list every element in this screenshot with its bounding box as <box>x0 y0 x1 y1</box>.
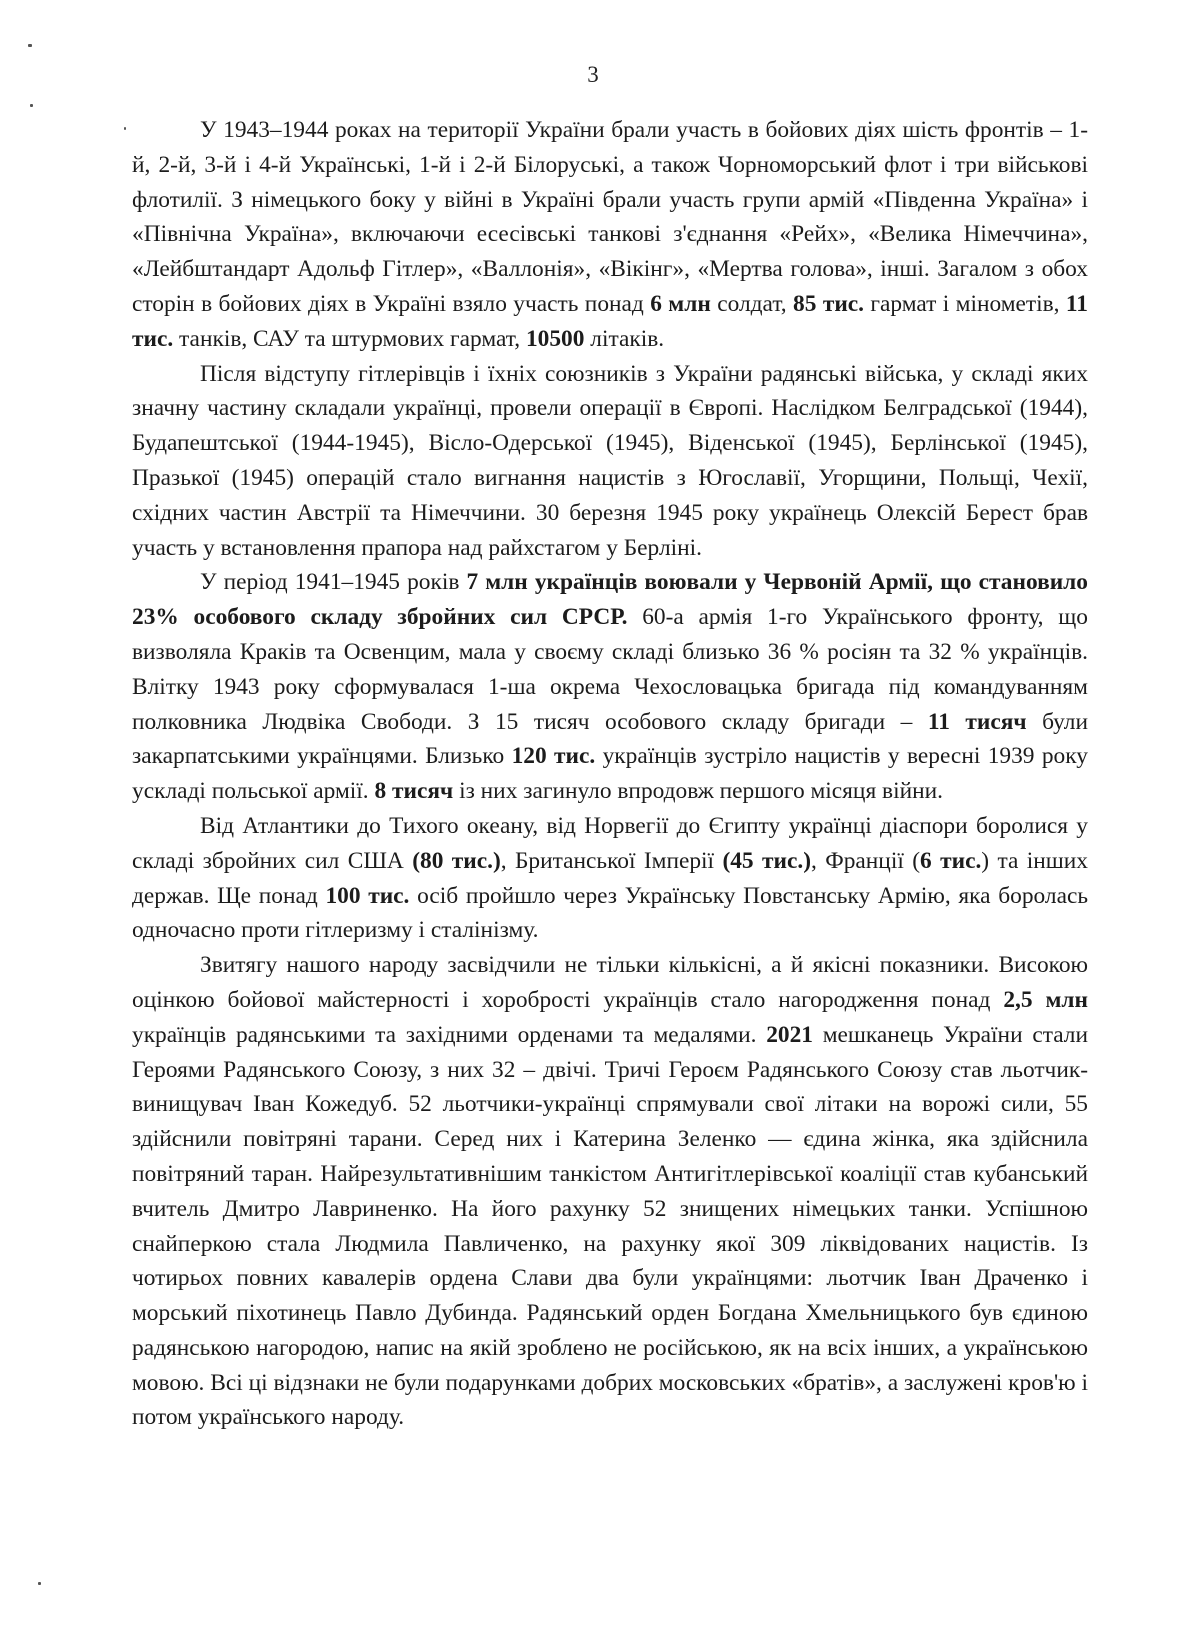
scan-speck <box>38 1582 41 1585</box>
text-run: , Британської Імперії <box>500 847 723 874</box>
scan-speck <box>124 127 126 130</box>
scan-speck <box>30 104 33 107</box>
text-run: У період 1941–1945 років <box>200 569 467 596</box>
bold-text: 2,5 млн <box>1003 986 1088 1013</box>
text-run: танків, САУ та штурмових гармат, <box>173 325 526 352</box>
text-run: солдат, <box>710 290 794 317</box>
bold-text: 11 тисяч <box>927 708 1027 735</box>
text-run: із них загинуло впродовж першого місяця війни. <box>453 778 943 805</box>
bold-text: 120 тис. <box>511 743 596 770</box>
bold-text: (80 тис.) <box>412 847 501 874</box>
paragraph <box>132 357 1088 566</box>
text-run: гармат і мінометів, <box>864 290 1066 317</box>
bold-text: 6 тис. <box>920 847 982 874</box>
paragraph <box>132 809 1088 948</box>
bold-text: 8 тисяч <box>374 778 454 805</box>
bold-text: 2021 <box>766 1021 813 1048</box>
text-run: були закарпатськими українцями. Близько <box>132 708 1088 770</box>
page-number: 3 <box>587 62 599 87</box>
text-run: , Франції ( <box>811 847 921 874</box>
text-run: мешканець України стали Героями Радянського Союзу, з них 32 – двічі. Тричі Героєм Радянського Союзу став льотчик-винищувач Іван Кожедуб. 52 льотчики-українці спрямували свої літаки на ворожі сили, 55 здійснили повітряні тарани. Серед них і Катерина Зеленко — єдина жінка, яка здійснила повітряний таран. Найрезультативнішим танкістом Антигітлерівської коаліції став кубанський вчитель Дмитро Лавриненко. На його рахунку 52 знищених німецьких танки. Успішною снайперкою стала Людмила Павличенко, на рахунку якої 309 ліквідованих нацистів. Із чотирьох повних кавалерів ордена Слави два були українцями: льотчик Іван Драченко і морський піхотинець Павло Дубинда. Радянський орден Богдана Хмельницького був єдиною радянською нагородою, напис на якій зроблено не російською, як на всіх інших, а українською мовою. Всі ці відзнаки не були подарунками добрих московських «братів», а заслужені кров'ю і потом українського народу. <box>132 1021 1088 1431</box>
paragraph <box>132 948 1088 1435</box>
bold-text: 85 тис. <box>793 290 865 317</box>
paragraph <box>132 565 1088 809</box>
body-text <box>132 113 1088 1435</box>
text-run: Після відступу гітлерівців і їхніх союзників з України радянські війська, у складі яких значну частину складали українці, провели операції в Європі. Наслідком Белградської (1944), Будапештської (1944-1945), Вісло-Одерської (1945), Віденської (1945), Берлінської (1945), Празької (1945) операцій стало вигнання нацистів з Югославії, Угорщини, Польщі, Чехії, східних частин Австрії та Німеччини. 30 березня 1945 року українець Олексій Берест брав участь у встановлення прапора над райхстагом у Берліні. <box>132 360 1088 561</box>
bold-text: 100 тис. <box>325 882 410 909</box>
text-run: Від Атлантики до Тихого океану, від Норвегії до Єгипту українці діаспори боролися у складі збройних сил США <box>132 812 1088 874</box>
bold-text: 6 млн <box>650 290 711 317</box>
text-run: літаків. <box>584 325 665 352</box>
bold-text: 7 млн українців воювали у Червоній Армії, що становило 23% особового складу збройних сил СРСР. <box>132 569 1088 631</box>
paragraph <box>132 113 1088 357</box>
text-run: українців зустріло нацистів у вересні 1939 року ускладі польської армії. <box>132 743 1088 805</box>
text-run: українців радянськими та західними орденами та медалями. <box>132 1021 767 1048</box>
text-run: У 1943–1944 роках на території України брали участь в бойових діях шість фронтів – 1-й, 2-й, 3-й і 4-й Українські, 1-й і 2-й Білоруські, а також Чорноморський флот і три військові флотилії. З німецького боку у війні в Україні брали участь групи армій «Південна Україна» і «Північна Україна», включаючи есесівські танкові з'єднання «Рейх», «Велика Німеччина», «Лейбштандарт Адольф Гітлер», «Валлонія», «Вікінг», «Мертва голова», інші. Загалом з обох сторін в бойових діях в Україні взяло участь понад <box>132 117 1088 317</box>
scan-speck <box>28 44 32 47</box>
bold-text: 10500 <box>525 325 585 352</box>
text-run: ) та інших держав. Ще понад <box>132 847 1088 909</box>
text-run: 60-а армія 1-го Українського фронту, що визволяла Краків та Освенцим, мала у своєму складі близько 36 % росіян та 32 % українців. Влітку 1943 року сформувалася 1-ша окрема Чехословацька бригада під командуванням полковника Людвіка Свободи. З 15 тисяч особового складу бригади – <box>132 604 1088 735</box>
bold-text: 11 тис. <box>132 290 1089 352</box>
text-run: осіб пройшло через Українську Повстанську Армію, яка боролась одночасно проти гітлеризму і сталінізму. <box>132 882 1089 944</box>
bold-text: (45 тис.) <box>722 847 811 874</box>
text-run: Звитягу нашого народу засвідчили не тільки кількісні, а й якісні показники. Високою оцінкою бойової майстерності і хоробрості українців стало нагородження понад <box>132 952 1088 1013</box>
